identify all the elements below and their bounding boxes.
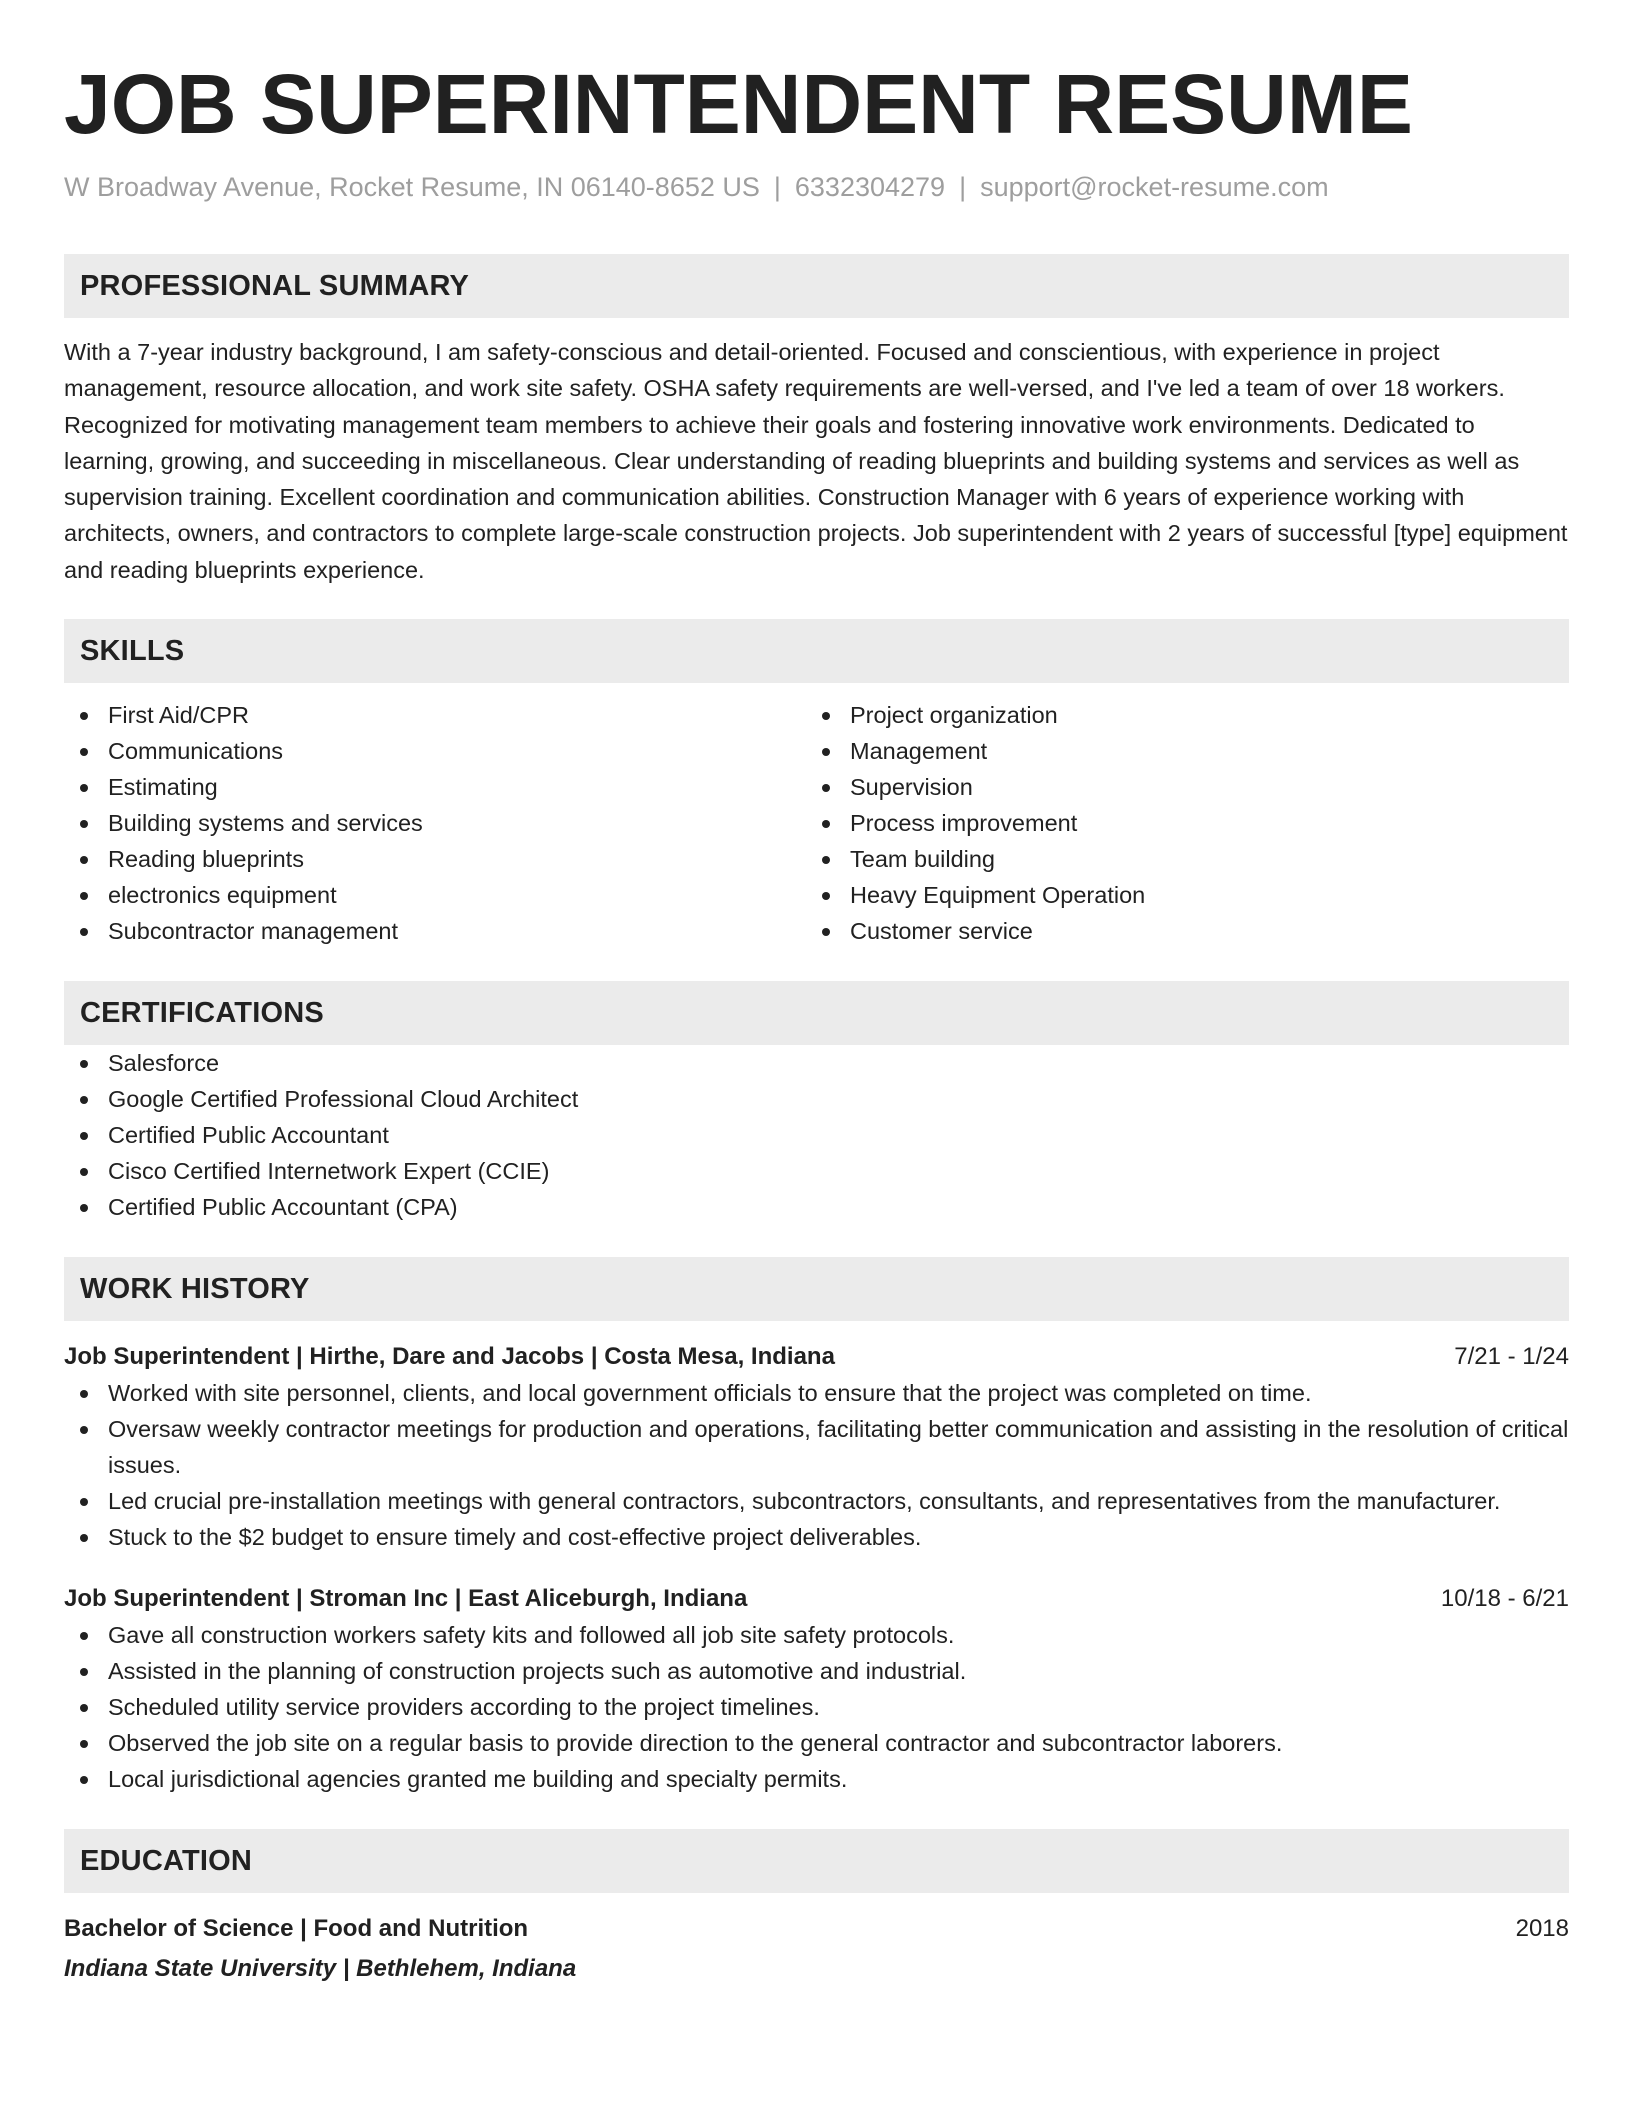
job-dates: 7/21 - 1/24: [1454, 1343, 1569, 1371]
job-header: [64, 1581, 1569, 1617]
section-header-work-history: [64, 1257, 1569, 1321]
certification-item: Google Certified Professional Cloud Architect: [64, 1081, 1569, 1117]
job-bullet: Assisted in the planning of construction projects such as automotive and industrial.: [64, 1653, 1569, 1689]
skills-column-right: [806, 697, 1548, 949]
skill-item: Communications: [64, 733, 806, 769]
contact-separator: |: [959, 172, 967, 202]
skill-item: Management: [806, 733, 1548, 769]
education-school: Indiana State University | Bethlehem, Indiana: [64, 1955, 577, 1983]
job-bullet: Observed the job site on a regular basis to provide direction to the general contractor and subcontractor laborers.: [64, 1725, 1569, 1761]
job-header: [64, 1339, 1569, 1375]
education-year: 2018: [1515, 1915, 1569, 1943]
section-header-education: [64, 1829, 1569, 1893]
education-entry: [64, 1911, 1569, 1987]
certification-item: Cisco Certified Internetwork Expert (CCIE): [64, 1153, 1569, 1189]
skill-item: electronics equipment: [64, 877, 806, 913]
job-entry: [64, 1581, 1569, 1797]
skill-item: First Aid/CPR: [64, 697, 806, 733]
section-header-certifications: [64, 981, 1569, 1045]
skill-item: Supervision: [806, 769, 1548, 805]
job-bullet: Scheduled utility service providers according to the project timelines.: [64, 1689, 1569, 1725]
certification-item: Certified Public Accountant: [64, 1117, 1569, 1153]
skill-item: Building systems and services: [64, 805, 806, 841]
skill-item: Subcontractor management: [64, 913, 806, 949]
section-heading: EDUCATION: [80, 1844, 253, 1877]
job-dates: 10/18 - 6/21: [1440, 1585, 1569, 1613]
education-degree: Bachelor of Science | Food and Nutrition: [64, 1915, 529, 1943]
skill-item: Customer service: [806, 913, 1548, 949]
skills-grid: [64, 697, 1569, 949]
skill-item: Team building: [806, 841, 1548, 877]
job-bullet: Stuck to the $2 budget to ensure timely and cost-effective project deliverables.: [64, 1519, 1569, 1555]
resume-title: JOB SUPERINTENDENT RESUME: [64, 57, 1413, 151]
job-bullet-list: [64, 1375, 1569, 1555]
contact-phone: 6332304279: [794, 172, 946, 202]
certification-item: Certified Public Accountant (CPA): [64, 1189, 1569, 1225]
section-heading: WORK HISTORY: [80, 1272, 310, 1305]
section-heading: CERTIFICATIONS: [80, 996, 324, 1029]
skills-column-left: [64, 697, 806, 949]
job-bullet: Gave all construction workers safety kits and followed all job site safety protocols.: [64, 1617, 1569, 1653]
skill-item: Reading blueprints: [64, 841, 806, 877]
contact-line: [64, 170, 1569, 204]
skills-list: [806, 697, 1548, 949]
contact-address: W Broadway Avenue, Rocket Resume, IN 06140-8652 US: [64, 172, 760, 202]
section-heading: PROFESSIONAL SUMMARY: [80, 269, 470, 302]
education-header: [64, 1911, 1569, 1947]
skill-item: Estimating: [64, 769, 806, 805]
section-header-skills: [64, 619, 1569, 683]
job-title: Job Superintendent | Stroman Inc | East Aliceburgh, Indiana: [64, 1585, 748, 1613]
section-header-summary: [64, 254, 1569, 318]
contact-email: support@rocket-resume.com: [980, 172, 1329, 202]
summary-text: With a 7-year industry background, I am safety-conscious and detail-oriented. Focused and conscientious, with experience in project management, resource allocation, and work site safety. OSHA safety requirements are well-versed, and I've led a team of over 18 workers. Recognized for motivating management team members to achieve their goals and fostering innovative work environments. Dedicated to learning, growing, and succeeding in miscellaneous. Clear understanding of reading blueprints and building systems and services as well as supervision training. Excellent coordination and communication abilities. Construction Manager with 6 years of experience working with architects, owners, and contractors to complete large-scale construction projects. Job superintendent with 2 years of successful [type] equipment and reading blueprints experience.: [64, 339, 1568, 583]
certification-item: Salesforce: [64, 1045, 1569, 1081]
job-bullet: Oversaw weekly contractor meetings for production and operations, facilitating better communication and assisting in the resolution of critical issues.: [64, 1411, 1569, 1483]
job-bullet-list: [64, 1617, 1569, 1797]
section-heading: SKILLS: [80, 634, 185, 667]
job-title: Job Superintendent | Hirthe, Dare and Jacobs | Costa Mesa, Indiana: [64, 1343, 835, 1371]
certifications-list: [64, 1045, 1569, 1225]
job-bullet: Worked with site personnel, clients, and local government officials to ensure that the project was completed on time.: [64, 1375, 1569, 1411]
skill-item: Process improvement: [806, 805, 1548, 841]
skill-item: Project organization: [806, 697, 1548, 733]
job-bullet: Led crucial pre-installation meetings with general contractors, subcontractors, consultants, and representatives from the manufacturer.: [64, 1483, 1569, 1519]
contact-separator: |: [773, 172, 781, 202]
job-entry: [64, 1339, 1569, 1555]
job-bullet: Local jurisdictional agencies granted me building and specialty permits.: [64, 1761, 1569, 1797]
skill-item: Heavy Equipment Operation: [806, 877, 1548, 913]
skills-list: [64, 697, 806, 949]
